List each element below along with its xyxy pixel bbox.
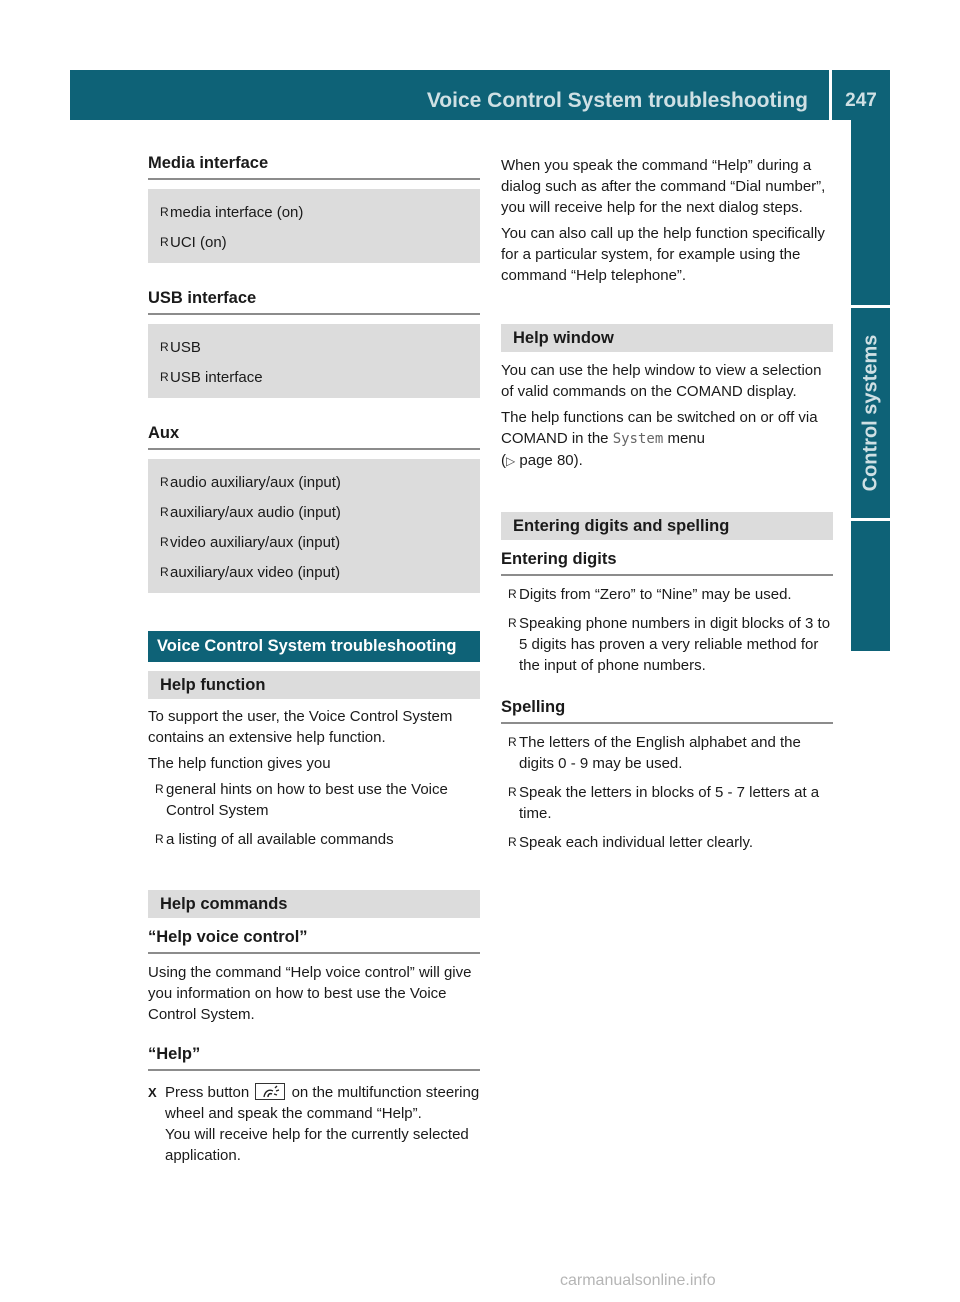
help-system-paragraph: You can also call up the help function specifically for a particular system, for example using the command “Help telephone”. bbox=[501, 225, 825, 284]
help-window-heading: Help window bbox=[501, 324, 833, 352]
page-header-title: Voice Control System troubleshooting bbox=[426, 89, 808, 112]
help-heading: “Help” bbox=[148, 1041, 480, 1071]
help-dialog-paragraph: When you speak the command “Help” during a dialog such as after the command “Dial number”, you will receive help for the next dialog steps. bbox=[501, 157, 826, 216]
help-voice-control-text: Using the command “Help voice control” will give you information on how to best use the Voice Control System. bbox=[148, 964, 472, 1023]
help-window-switch-paragraph: The help functions can be switched on or off via COMAND in the System menu (▷ page 80). bbox=[501, 409, 818, 469]
page-number: 247 bbox=[845, 90, 877, 111]
list-item: R Speak the letters in blocks of 5 - 7 letters at a time. bbox=[508, 784, 820, 822]
help-window-paragraph: You can use the help window to view a selection of valid commands on the COMAND display. bbox=[501, 362, 822, 400]
watermark: carmanualsonline.info bbox=[560, 1272, 716, 1289]
list-item: R Speaking phone numbers in digit blocks of 3 to 5 digits has proven a very reliable method for the input of phone numbers. bbox=[508, 615, 831, 674]
page-reference[interactable]: page 80). bbox=[519, 452, 583, 469]
command-item: RUSB bbox=[160, 339, 201, 356]
usb-interface-heading: USB interface bbox=[148, 285, 480, 315]
command-item: Rauxiliary/aux audio (input) bbox=[160, 504, 341, 521]
spelling-list bbox=[501, 732, 833, 853]
help-commands-heading: Help commands bbox=[148, 890, 480, 918]
digits-spelling-heading: Entering digits and spelling bbox=[501, 512, 833, 540]
media-interface-commands bbox=[148, 189, 480, 263]
section-title: Voice Control System troubleshooting bbox=[148, 631, 480, 662]
list-item: R a listing of all available commands bbox=[155, 831, 394, 848]
spelling-heading: Spelling bbox=[501, 694, 833, 724]
aux-commands bbox=[148, 459, 480, 593]
side-bar-top bbox=[851, 120, 890, 305]
command-item: Rvideo auxiliary/aux (input) bbox=[160, 534, 341, 551]
entering-digits-heading: Entering digits bbox=[501, 546, 833, 576]
media-interface-heading: Media interface bbox=[148, 150, 480, 180]
aux-heading: Aux bbox=[148, 420, 480, 450]
step-marker: X bbox=[148, 1085, 157, 1100]
command-item: RUCI (on) bbox=[160, 234, 227, 251]
instruction-step: X Press button on the multifunction steering wheel and speak the command “Help”. You will receive help for the currently selected application. bbox=[148, 1084, 480, 1164]
left-column bbox=[148, 150, 480, 1166]
usb-interface-commands bbox=[148, 324, 480, 398]
side-bar-bottom bbox=[851, 521, 890, 651]
system-menu-name: System bbox=[612, 431, 664, 447]
voice-control-button-icon bbox=[255, 1083, 285, 1100]
page-ref-arrow-icon: ▷ bbox=[506, 454, 516, 468]
command-item: Raudio auxiliary/aux (input) bbox=[160, 474, 341, 491]
digits-list bbox=[501, 584, 833, 676]
command-item: RUSB interface bbox=[160, 369, 263, 386]
help-function-intro: The help function gives you bbox=[148, 755, 331, 772]
list-item: R general hints on how to best use the Voice Control System bbox=[155, 781, 448, 819]
help-function-heading: Help function bbox=[148, 671, 480, 699]
step-result: You will receive help for the currently selected application. bbox=[165, 1126, 469, 1164]
command-item: Rmedia interface (on) bbox=[160, 204, 304, 221]
help-function-list bbox=[148, 779, 480, 850]
list-item: R The letters of the English alphabet and the digits 0 - 9 may be used. bbox=[508, 734, 801, 772]
list-item: R Digits from “Zero” to “Nine” may be used. bbox=[508, 586, 792, 603]
side-tab-label: Control systems bbox=[859, 334, 881, 492]
help-function-paragraph: To support the user, the Voice Control System contains an extensive help function. bbox=[148, 708, 453, 746]
list-item: R Speak each individual letter clearly. bbox=[508, 834, 754, 851]
command-item: Rauxiliary/aux video (input) bbox=[160, 564, 341, 581]
help-voice-control-heading: “Help voice control” bbox=[148, 924, 480, 954]
right-column bbox=[501, 155, 833, 853]
